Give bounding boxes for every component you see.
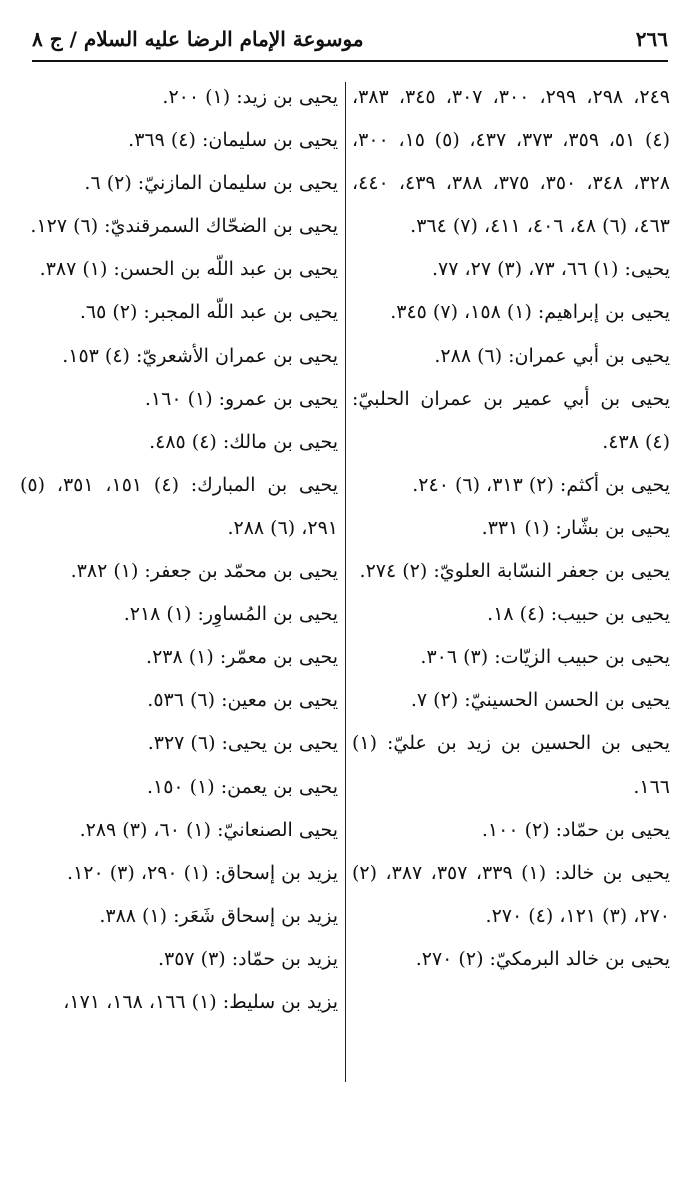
index-entry: يحيى بن أكثم: (٢) ٣١٣، (٦) ٢٤٠.: [412, 473, 670, 496]
index-entry: يزيد بن حمّاد: (٣) ٣٥٧.: [157, 947, 338, 970]
header-rule: [32, 60, 668, 62]
index-entry: يحيى بن خالد البرمكيّ: (٢) ٢٧٠.: [415, 947, 670, 970]
index-entry: يحيى بن عبد اللّه بن الحسن: (١) ٣٨٧.: [39, 258, 338, 281]
index-entry: يحيى بن عمرو: (١) ١٦٠.: [144, 387, 338, 410]
index-entry: يحيى بن المبارك: (٤) ١٥١، ٣٥١، (٥) ٢٩١، (٦) ٢٨٨.: [20, 473, 339, 539]
index-entry: يحيى بن يحيى: (٦) ٣٢٧.: [147, 732, 338, 755]
index-entry: يحيى بن زيد: (١) ٢٠٠.: [162, 86, 338, 108]
index-entry: يحيى بن الحسن الحسينيّ: (٢) ٧.: [410, 689, 670, 712]
index-entry: يحيى بن بشّار: (١) ٣٣١.: [481, 516, 670, 539]
index-entry: يحيى بن أبي عمير بن عمران الحلبيّ: (٤) ٤٣٨.: [352, 387, 670, 453]
running-title: موسوعة الإمام الرضا عليه السلام / ج ٨: [32, 27, 364, 51]
index-entry: يحيى الصنعانيّ: (١) ٦٠، (٣) ٢٨٩.: [79, 818, 338, 841]
index-entry: يحيى بن محمّد بن جعفر: (١) ٣٨٢.: [70, 560, 338, 583]
index-entry: يحيى بن حمّاد: (٢) ١٠٠.: [481, 818, 670, 841]
index-entry: يحيى بن عبد اللّه المجبر: (٢) ٦٥.: [79, 301, 338, 324]
page-header: [32, 22, 668, 56]
index-entry: يحيى بن المُساوِر: (١) ٢١٨.: [123, 603, 338, 626]
index-entry: يحيى بن حبيب الزيّات: (٣) ٣٠٦.: [420, 646, 670, 669]
index-entry: يزيد بن إسحاق شَعَر: (١) ٣٨٨.: [99, 904, 338, 927]
index-entry: يحيى بن حبيب: (٤) ١٨.: [487, 603, 670, 626]
index-entry: يحيى بن أبي عمران: (٦) ٢٨٨.: [434, 344, 670, 367]
index-column-left: [20, 76, 338, 1024]
index-entry: ٢٤٩، ٢٩٨، ٢٩٩، ٣٠٠، ٣٠٧، ٣٤٥، ٣٨٣، (٤) ٥١، ٣٥٩، ٣٧٣، ٤٣٧، (٥) ١٥، ٣٠٠، ٣٢٨، ٣٤٨، ٣٥٠، ٣٧٥، ٣٨٨، ٤٣٩، ٤٤٠، ٤٦٣، (٦) ٤٨، ٤٠٦، ٤١١، (٧) ٣٦٤.: [352, 86, 671, 238]
index-entry: يزيد بن سليط: (١) ١٦٦، ١٦٨، ١٧١،: [63, 990, 338, 1013]
index-entry: يزيد بن إسحاق: (١) ٢٩٠، (٣) ١٢٠.: [67, 861, 338, 884]
index-entry: يحيى بن إبراهيم: (١) ١٥٨، (٧) ٣٤٥.: [390, 301, 670, 324]
index-entry: يحيى: (١) ٦٦، ٧٣، (٣) ٢٧، ٧٧.: [432, 258, 670, 281]
index-entry: يحيى بن سليمان: (٤) ٣٦٩.: [128, 129, 338, 152]
index-entry: يحيى بن سليمان المازنيّ: (٢) ٦.: [84, 172, 338, 195]
column-divider: [345, 82, 346, 1082]
page-number: ٢٦٦: [635, 27, 668, 51]
index-entry: يحيى بن الضحّاك السمرقنديّ: (٦) ١٢٧.: [30, 215, 338, 238]
index-entry: يحيى بن معين: (٦) ٥٣٦.: [147, 689, 338, 712]
index-entry: يحيى بن مالك: (٤) ٤٨٥.: [149, 430, 338, 453]
index-entry: يحيى بن معمّر: (١) ٢٣٨.: [146, 646, 338, 669]
index-entry: يحيى بن الحسين بن زيد بن عليّ: (١) ١٦٦.: [352, 732, 670, 798]
index-entry: يحيى بن خالد: (١) ٣٣٩، ٣٥٧، ٣٨٧، (٢) ٢٧٠، (٣) ١٢١، (٤) ٢٧٠.: [352, 861, 671, 927]
index-entry: يحيى بن عمران الأشعريّ: (٤) ١٥٣.: [62, 344, 338, 367]
index-entry: يحيى بن يعمن: (١) ١٥٠.: [146, 775, 338, 798]
index-column-right: [352, 76, 670, 981]
index-entry: يحيى بن جعفر النسّابة العلويّ: (٢) ٢٧٤.: [359, 560, 670, 583]
